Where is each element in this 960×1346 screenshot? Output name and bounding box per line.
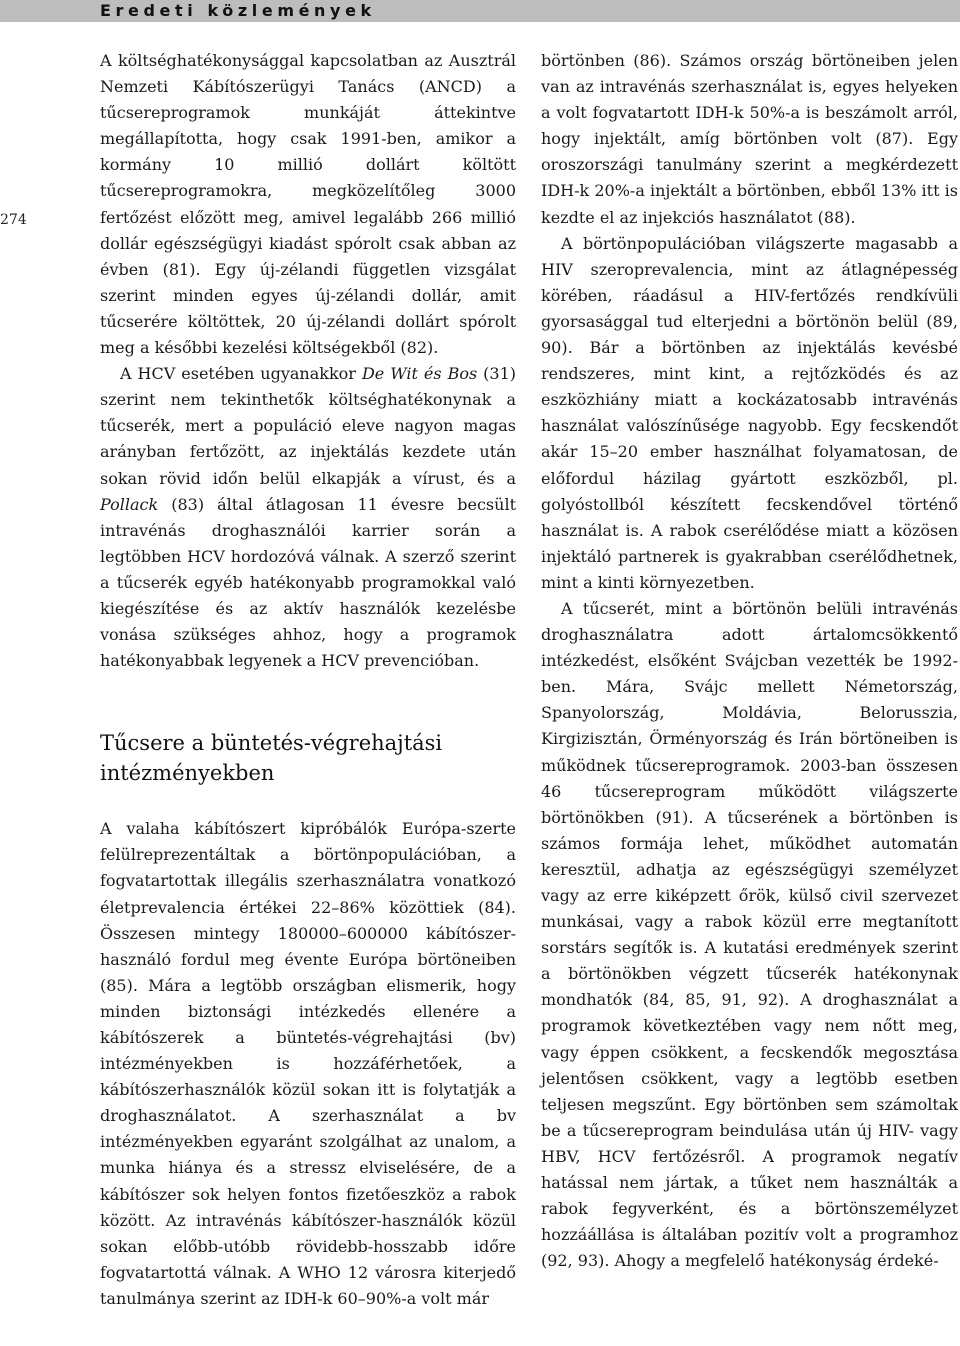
paragraph-text: A HCV esetében ugyanakkor (120, 364, 362, 384)
left-column (100, 48, 516, 1312)
page-number: 274 (0, 212, 27, 228)
section-header-title: Eredeti közlemények (100, 1, 376, 20)
paragraph: A valaha kábítószert kipróbálók Európa-szerte felülreprezentáltak a börtönpopulációban, a fogvatartottak illegális szerhasználatra vonatkozó életprevalencia értékei 22–86% közöttiek (84). Összesen mintegy 180000–600000 kábítószer-használó fordul meg évente Európa börtöneiben (85). Mára a legtöbb országban elismerik, hogy minden biztonsági intézkedés ellenére a kábítószerek a büntetés-végrehajtási (bv) intézményekben is hozzáférhetőek, a kábítószerhasználók közül sokan itt is folytatják a droghasználatot. A szerhasználat a bv intézményekben egyaránt szolgálhat az unalom, a munka hiánya és a stressz elviselésére, de a kábítószer sok helyen fontos fizetőeszköz a rabok között. Az intravénás kábítószer-használók közül sokan előbb-utóbb rövidebb-hosszabb időre fogvatartottá válnak. A WHO 12 városra kiterjedő tanulmánya szerint az IDH-k 60–90%-a volt már (100, 819, 516, 1308)
paragraph (100, 361, 516, 674)
paragraph-text: (31) szerint nem tekinthetők költséghatékonynak a tűcserék, mert a populáció eleve nagyon magas arányban fertőzött, az injektálás kezdete után sokan rövid időn belül elkapják a vírust, és a (100, 364, 516, 488)
author-citation: De Wit és Bos (361, 364, 478, 384)
section-heading: Tűcsere a büntetés-végrehajtási intézményekben (100, 731, 443, 786)
paragraph-text: (83) által átlagosan 11 évesre becsült intravénás droghasználói karrier során a legtöbben HCV hordozóvá válnak. A szerző szerint a tűcserék egyéb hatékonyabb programokkal való kiegészítése és az aktív használók kezelésbe vonása szükséges ahhoz, hogy a programok hatékonyabbak legyenek a HCV prevencióban. (100, 494, 516, 671)
author-citation: Pollack (100, 494, 159, 514)
paragraph: A tűcserét, mint a börtönön belüli intravénás droghasználatra adott ártalomcsökkentő intézkedést, elsőként Svájcban vezették be 1992-ben. Mára, Svájc mellett Németország, Spanyolország, Moldávia, Belorusszia, Kirgizisztán, Örményország és Irán börtöneiben is működnek tűcsereprogramok. 2003-ban összesen 46 tűcsereprogram működött világszerte börtönökben (91). A tűcserének a börtönben is számos formája lehet, működhet automatán keresztül, adhatja az egészségügyi személyzet vagy az erre kiképzett őrök, külső civil szervezet munkásai, vagy a rabok közül erre megtanított sorstárs segítők is. A kutatási eredmények szerint a börtönökben végzett tűcserék hatékonynak mondhatók (84, 85, 91, 92). A droghasználat a programok következtében vagy nem nőtt meg, vagy éppen csökkent, a fecskendők megosztása jelentősen csökkent, vagy a legtöbb esetben teljesen megszűnt. Egy börtönben sem számoltak be a tűcsereprogram beindulása után új HIV- vagy HBV, HCV fertőzésről. A programok negatív hatással nem jártak, a tűket nem használták a rabok fegyverként, és a börtönszemélyzet hozzáállása is általában pozitív volt a programhoz (92, 93). Ahogy a megfelelő hatékonyság érdeké- (541, 598, 958, 1271)
right-column (541, 48, 958, 1274)
paragraph: A költséghatékonysággal kapcsolatban az Ausztrál Nemzeti Kábítószerügyi Tanács (ANCD) a tűcsereprogramok munkáját áttekintve megállapította, hogy csak 1991-ben, amikor a kormány 10 millió dollárt költött tűcsereprogramokra, megközelítőleg 3000 fertőzést előzött meg, amivel legalább 266 millió dollár egészségügyi kiadást spórolt csak abban az évben (81). Egy új-zélandi független vizsgálat szerint minden egyes új-zélandi dollár, amit tűcserére költöttek, 20 új-zélandi dollárt spórolt meg a későbbi kezelési költségekből (82). (100, 51, 516, 358)
paragraph: börtönben (86). Számos ország börtöneiben jelen van az intravénás szerhasználat is, egyes helyeken a volt fogvatartott IDH-k 50%-a is beszámolt arról, hogy injektált, amíg börtönben volt (87). Egy oroszországi tanulmány szerint a megkérdezett IDH-k 20%-a injektált a börtönben, ebből 13% itt is kezdte el az injekciós használatot (88). (541, 51, 958, 227)
header-bar (0, 0, 960, 22)
paragraph: A börtönpopulációban világszerte magasabb a HIV szeroprevalencia, mint az átlagnépesség körében, ráadásul a HIV-fertőzés rendkívüli gyorsasággal tud elterjedni a börtönön belül (89, 90). Bár a börtönben az injektálás kevésbé rendszeres, mint kint, a rejtőzködés és az eszközhiány miatt a kockázatosabb intravénás használat valószínűsége nagyobb. Egy fecskendőt akár 15–20 ember használhat folyamatosan, de előfordul házilag gyártott eszközből, pl. golyóstollból készített fecskendővel történő használat is. A rabok cserélődése miatt a közösen injektáló partnerek is gyakrabban cserélődhetnek, mint a kinti környezetben. (541, 233, 958, 592)
